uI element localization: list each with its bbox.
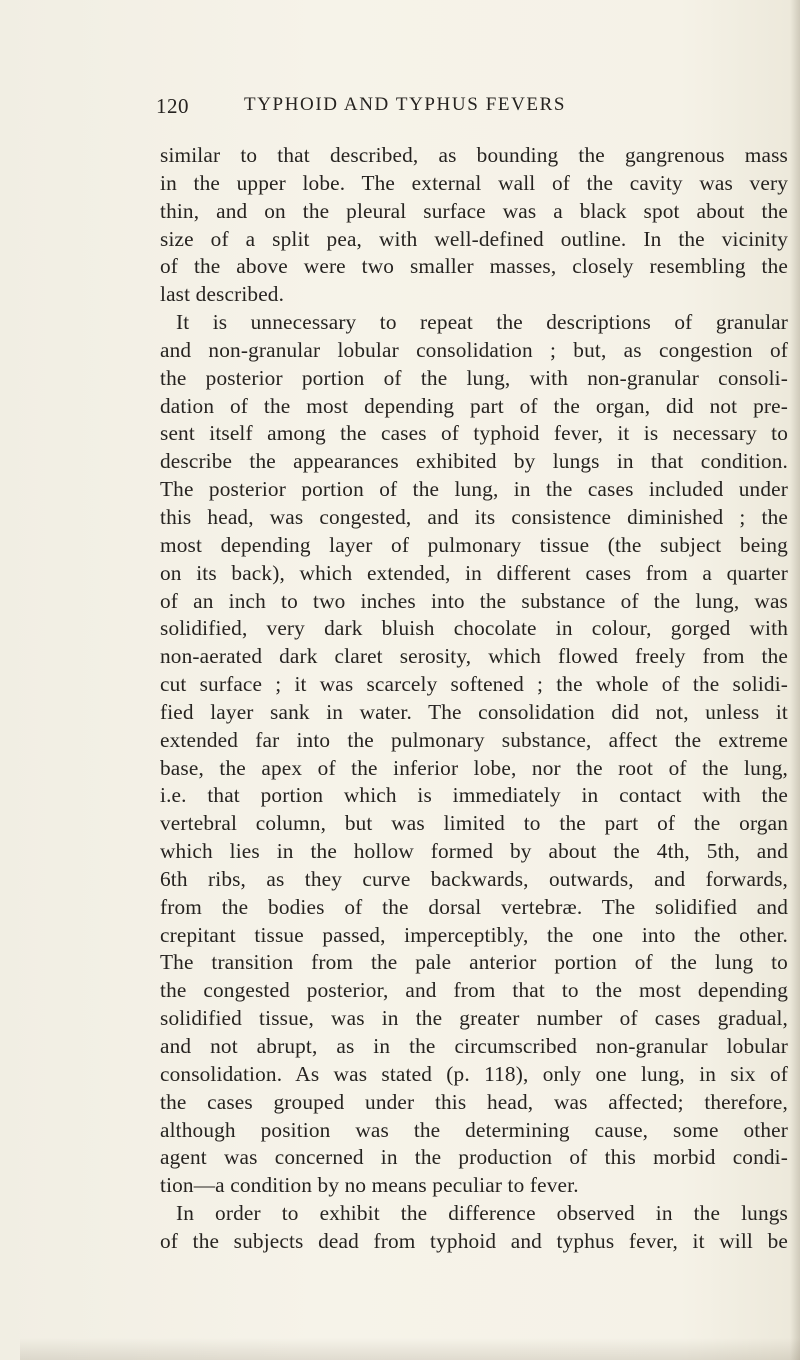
page-number: 120 bbox=[156, 94, 189, 118]
text-line: of an inch to two inches into the substance of the lung, was bbox=[160, 588, 788, 613]
text-line: extended far into the pulmonary substance, affect the extreme bbox=[160, 727, 788, 752]
text-line: solidified tissue, was in the greater number of cases gradual, bbox=[160, 1006, 788, 1031]
text-line: of the subjects dead from typhoid and typhus fever, it will be bbox=[160, 1228, 788, 1253]
text-line: which lies in the hollow formed by about the 4th, 5th, and bbox=[160, 839, 788, 864]
text-line: size of a split pea, with well-defined outline. In the vicinity bbox=[160, 226, 788, 251]
text-line: crepitant tissue passed, imperceptibly, the one into the other. bbox=[160, 922, 788, 947]
text-line: fied layer sank in water. The consolidation did not, unless it bbox=[160, 699, 788, 724]
text-line: the congested posterior, and from that to the most depending bbox=[160, 978, 788, 1003]
text-line: base, the apex of the inferior lobe, nor the root of the lung, bbox=[160, 755, 788, 780]
text-line: vertebral column, but was limited to the part of the organ bbox=[160, 811, 788, 836]
body-text bbox=[160, 142, 788, 1256]
text-line: consolidation. As was stated (p. 118), only one lung, in six of bbox=[160, 1061, 788, 1086]
text-line: in the upper lobe. The external wall of the cavity was very bbox=[160, 170, 788, 195]
text-line: dation of the most depending part of the organ, did not pre- bbox=[160, 393, 788, 418]
page-bottom-shadow bbox=[20, 1338, 800, 1360]
text-line: the posterior portion of the lung, with non-granular consoli- bbox=[160, 365, 788, 390]
text-line: 6th ribs, as they curve backwards, outwards, and forwards, bbox=[160, 866, 788, 891]
text-line: describe the appearances exhibited by lungs in that condition. bbox=[160, 449, 788, 474]
text-line: although position was the determining cause, some other bbox=[160, 1117, 788, 1142]
text-line: tion—a condition by no means peculiar to fever. bbox=[160, 1173, 579, 1198]
text-line: similar to that described, as bounding the gangrenous mass bbox=[160, 143, 788, 167]
text-line: of the above were two smaller masses, closely resembling the bbox=[160, 254, 788, 279]
text-line: The transition from the pale anterior portion of the lung to bbox=[160, 950, 788, 975]
text-line: solidified, very dark bluish chocolate in colour, gorged with bbox=[160, 616, 788, 641]
text-line: i.e. that portion which is immediately in contact with the bbox=[160, 783, 788, 808]
text-line: thin, and on the pleural surface was a black spot about the bbox=[160, 198, 788, 223]
text-line: The posterior portion of the lung, in the cases included under bbox=[160, 477, 788, 502]
text-line: non-aerated dark claret serosity, which flowed freely from the bbox=[160, 644, 788, 669]
page-edge-shadow bbox=[790, 0, 800, 1360]
text-line: In order to exhibit the difference observed in the lungs bbox=[176, 1201, 788, 1226]
text-line: and not abrupt, as in the circumscribed non-granular lobular bbox=[160, 1034, 788, 1058]
text-line: and non-granular lobular consolidation ; but, as congestion of bbox=[160, 337, 788, 362]
text-line: sent itself among the cases of typhoid fever, it is necessary to bbox=[160, 421, 788, 446]
text-line: It is unnecessary to repeat the descriptions of granular bbox=[176, 310, 788, 335]
text-line: the cases grouped under this head, was affected; therefore, bbox=[160, 1089, 788, 1114]
text-line: this head, was congested, and its consistence diminished ; the bbox=[160, 504, 788, 529]
running-title: TYPHOID AND TYPHUS FEVERS bbox=[244, 94, 567, 115]
text-line: cut surface ; it was scarcely softened ; the whole of the solidi- bbox=[160, 672, 788, 697]
text-line: from the bodies of the dorsal vertebræ. The solidified and bbox=[160, 894, 788, 919]
text-line: agent was concerned in the production of this morbid condi- bbox=[160, 1145, 788, 1170]
page-header bbox=[156, 94, 788, 128]
text-line: last described. bbox=[160, 282, 285, 307]
text-line: most depending layer of pulmonary tissue (the subject being bbox=[160, 532, 788, 557]
text-line: on its back), which extended, in different cases from a quarter bbox=[160, 560, 788, 585]
